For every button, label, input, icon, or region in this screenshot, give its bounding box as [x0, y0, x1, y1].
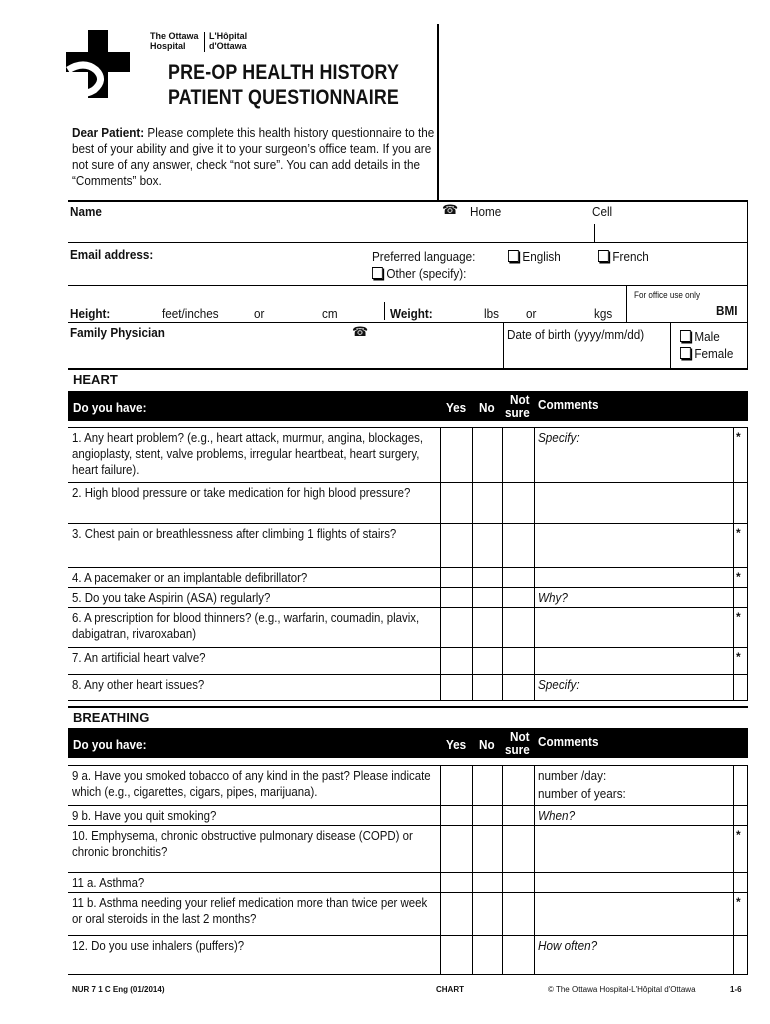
- heart-table-header: [68, 391, 748, 421]
- cell-label: Cell: [592, 204, 613, 219]
- question-row: [68, 872, 748, 892]
- not-sure-answer-cell[interactable]: [503, 608, 534, 648]
- comment-prompt: Why?: [538, 590, 568, 605]
- do-you-have-header: Do you have:: [73, 737, 147, 752]
- question-row: [68, 892, 748, 935]
- question-row: [68, 765, 748, 805]
- question-row: [68, 587, 748, 607]
- question-row: [68, 935, 748, 974]
- not-sure-answer-cell[interactable]: [503, 483, 534, 524]
- comment-prompt: Specify:: [538, 677, 580, 692]
- phone-icon: ☎: [442, 202, 459, 217]
- hospital-name-en: The Ottawa Hospital: [150, 31, 199, 51]
- male-checkbox[interactable]: Male: [680, 329, 720, 344]
- no-answer-cell[interactable]: [473, 675, 502, 701]
- asterisk-marker: *: [736, 430, 741, 444]
- no-header: No: [479, 737, 495, 752]
- yes-answer-cell[interactable]: [441, 806, 472, 826]
- french-checkbox[interactable]: French: [598, 249, 649, 264]
- not-sure-answer-cell[interactable]: [503, 568, 534, 588]
- not-sure-answer-cell[interactable]: [503, 675, 534, 701]
- checkbox-icon[interactable]: [680, 347, 691, 359]
- comment-prompt: number /day:: [538, 768, 607, 783]
- yes-answer-cell[interactable]: [441, 826, 472, 873]
- name-label: Name: [70, 204, 102, 219]
- checkbox-icon[interactable]: [680, 330, 691, 342]
- office-use-label: For office use only: [634, 290, 701, 300]
- copyright: © The Ottawa Hospital-L'Hôpital d'Ottawa: [548, 985, 696, 994]
- comments-header: Comments: [538, 397, 599, 412]
- yes-header: Yes: [446, 400, 467, 415]
- breathing-table-header: [68, 728, 748, 758]
- question-text: 9 a. Have you smoked tobacco of any kind in the past? Please indicate which (e.g., cigarettes, cigars, pipes, marijuana).: [72, 768, 431, 799]
- feet-inches-label: feet/inches: [162, 306, 219, 321]
- no-answer-cell[interactable]: [473, 428, 502, 483]
- no-answer-cell[interactable]: [473, 766, 502, 806]
- sure-header: sure: [505, 742, 530, 757]
- asterisk-marker: *: [736, 828, 741, 842]
- question-text: 1. Any heart problem? (e.g., heart attack, murmur, angina, blockages, angioplasty, stent, valve problems, irregular heartbeat, heart surgery, heart failure).: [72, 430, 424, 477]
- not-sure-answer-cell[interactable]: [503, 648, 534, 675]
- home-label: Home: [470, 204, 502, 219]
- question-row: [68, 607, 748, 647]
- question-row: [68, 647, 748, 674]
- height-label: Height:: [70, 306, 111, 321]
- form-title: PRE-OP HEALTH HISTORY PATIENT QUESTIONNAIRE: [168, 61, 400, 109]
- chart-label: CHART: [436, 985, 464, 994]
- not-sure-answer-cell[interactable]: [503, 873, 534, 893]
- yes-answer-cell[interactable]: [441, 428, 472, 483]
- page-number: 1-6: [730, 985, 742, 994]
- email-label: Email address:: [70, 247, 154, 262]
- checkbox-icon[interactable]: [508, 250, 519, 262]
- question-row: [68, 805, 748, 825]
- yes-answer-cell[interactable]: [441, 483, 472, 524]
- no-answer-cell[interactable]: [473, 524, 502, 568]
- bmi-label: BMI: [716, 303, 738, 318]
- hospital-name-fr: L'Hôpital d'Ottawa: [209, 31, 248, 51]
- comments-field[interactable]: [535, 524, 733, 568]
- not-sure-answer-cell[interactable]: [503, 524, 534, 568]
- comment-prompt: How often?: [538, 938, 598, 953]
- question-text: 8. Any other heart issues?: [72, 677, 205, 692]
- comment-prompt: When?: [538, 808, 576, 823]
- preferred-language-label: Preferred language:: [372, 249, 476, 264]
- comments-field[interactable]: [535, 873, 733, 893]
- comments-header: Comments: [538, 734, 599, 749]
- cm-label: cm: [322, 306, 338, 321]
- kgs-label: kgs: [594, 306, 613, 321]
- asterisk-marker: *: [736, 570, 741, 584]
- question-text: 2. High blood pressure or take medication for high blood pressure?: [72, 485, 411, 500]
- yes-answer-cell[interactable]: [441, 524, 472, 568]
- phone-icon: ☎: [352, 324, 369, 339]
- lbs-label: lbs: [484, 306, 499, 321]
- not-sure-answer-cell[interactable]: [503, 893, 534, 936]
- yes-header: Yes: [446, 737, 467, 752]
- asterisk-marker: *: [736, 650, 741, 664]
- question-row: [68, 567, 748, 587]
- no-answer-cell[interactable]: [473, 873, 502, 893]
- female-checkbox[interactable]: Female: [680, 346, 733, 361]
- checkbox-icon[interactable]: [372, 267, 383, 279]
- question-row: [68, 427, 748, 482]
- not-header: Not: [510, 392, 530, 407]
- comment-prompt: number of years:: [538, 786, 626, 801]
- heart-section-title: HEART: [68, 368, 748, 388]
- family-physician-label: Family Physician: [70, 325, 165, 340]
- not-sure-answer-cell[interactable]: [503, 936, 534, 975]
- yes-answer-cell[interactable]: [441, 873, 472, 893]
- no-answer-cell[interactable]: [473, 826, 502, 873]
- question-text: 5. Do you take Aspirin (ASA) regularly?: [72, 590, 271, 605]
- no-answer-cell[interactable]: [473, 648, 502, 675]
- english-checkbox[interactable]: English: [508, 249, 561, 264]
- asterisk-marker: *: [736, 610, 741, 624]
- yes-answer-cell[interactable]: [441, 588, 472, 608]
- comments-field[interactable]: [535, 608, 733, 648]
- not-sure-answer-cell[interactable]: [503, 806, 534, 826]
- comments-field[interactable]: [535, 826, 733, 873]
- question-row: [68, 523, 748, 567]
- comment-prompt: Specify:: [538, 430, 580, 445]
- no-answer-cell[interactable]: [473, 893, 502, 936]
- comments-field[interactable]: [535, 648, 733, 675]
- question-text: 6. A prescription for blood thinners? (e.g., warfarin, coumadin, plavix, dabigatran, rivaroxaban): [72, 610, 420, 641]
- sure-header: sure: [505, 405, 530, 420]
- yes-answer-cell[interactable]: [441, 648, 472, 675]
- form-code: NUR 7 1 C Eng (01/2014): [72, 985, 165, 994]
- hospital-logo-icon: [66, 30, 138, 98]
- dob-label: Date of birth (yyyy/mm/dd): [507, 327, 645, 342]
- or-label: or: [526, 306, 537, 321]
- comments-field[interactable]: [535, 893, 733, 936]
- not-sure-answer-cell[interactable]: [503, 428, 534, 483]
- question-text: 3. Chest pain or breathlessness after climbing 1 flights of stairs?: [72, 526, 397, 541]
- yes-answer-cell[interactable]: [441, 675, 472, 701]
- yes-answer-cell[interactable]: [441, 936, 472, 975]
- no-answer-cell[interactable]: [473, 936, 502, 975]
- question-text: 11 a. Asthma?: [72, 875, 145, 890]
- no-answer-cell[interactable]: [473, 568, 502, 588]
- question-row: [68, 674, 748, 700]
- patient-info-box: [68, 200, 748, 368]
- other-language-checkbox[interactable]: Other (specify):: [372, 266, 466, 281]
- not-sure-answer-cell[interactable]: [503, 766, 534, 806]
- question-text: 4. A pacemaker or an implantable defibrillator?: [72, 570, 308, 585]
- comments-field[interactable]: [535, 568, 733, 588]
- no-answer-cell[interactable]: [473, 483, 502, 524]
- comments-field[interactable]: [535, 483, 733, 524]
- not-sure-answer-cell[interactable]: [503, 826, 534, 873]
- not-header: Not: [510, 729, 530, 744]
- yes-answer-cell[interactable]: [441, 893, 472, 936]
- asterisk-marker: *: [736, 526, 741, 540]
- question-text: 10. Emphysema, chronic obstructive pulmonary disease (COPD) or chronic bronchitis?: [72, 828, 413, 859]
- question-text: 9 b. Have you quit smoking?: [72, 808, 217, 823]
- no-answer-cell[interactable]: [473, 806, 502, 826]
- or-label: or: [254, 306, 265, 321]
- question-text: 7. An artificial heart valve?: [72, 650, 206, 665]
- question-row: [68, 482, 748, 523]
- checkbox-icon[interactable]: [598, 250, 609, 262]
- no-header: No: [479, 400, 495, 415]
- question-text: 12. Do you use inhalers (puffers)?: [72, 938, 245, 953]
- intro-text: Dear Patient: Please complete this health history questionnaire to the best of your ability and give it to your surgeon’s office team. If you are not sure of any answer, check “not sure”. You can add details in the “Comments” box.: [72, 125, 435, 188]
- question-text: 11 b. Asthma needing your relief medication more than twice per week or oral steroids in the last 2 months?: [72, 895, 428, 926]
- yes-answer-cell[interactable]: [441, 608, 472, 648]
- weight-label: Weight:: [390, 306, 433, 321]
- asterisk-marker: *: [736, 895, 741, 909]
- do-you-have-header: Do you have:: [73, 400, 147, 415]
- question-row: [68, 825, 748, 872]
- not-sure-answer-cell[interactable]: [503, 588, 534, 608]
- yes-answer-cell[interactable]: [441, 568, 472, 588]
- breathing-section-title: BREATHING: [68, 706, 748, 726]
- no-answer-cell[interactable]: [473, 608, 502, 648]
- yes-answer-cell[interactable]: [441, 766, 472, 806]
- no-answer-cell[interactable]: [473, 588, 502, 608]
